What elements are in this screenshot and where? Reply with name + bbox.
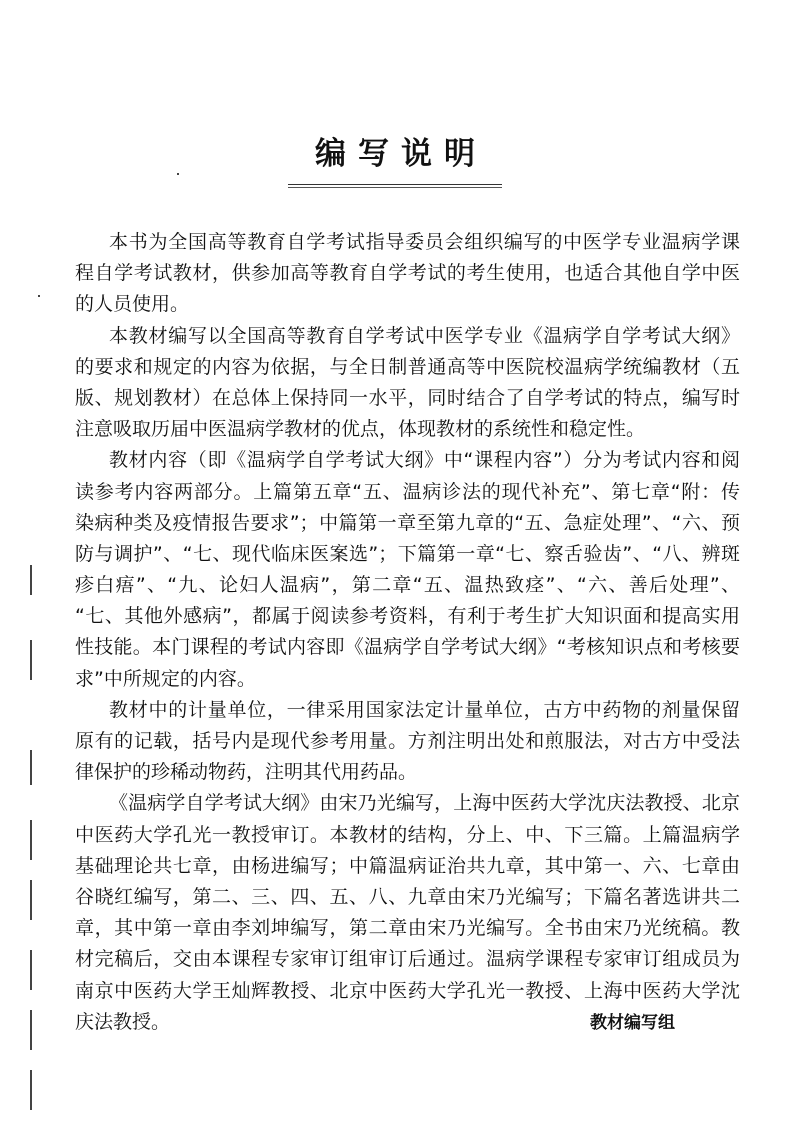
scan-artifact <box>30 950 32 990</box>
paragraph-4-line: 教材中的计量单位，一律采用国家法定计量单位，古方中药物的剂量保留 <box>109 698 740 721</box>
scan-artifact <box>30 750 32 785</box>
paragraph-1-line: 的人员使用。 <box>75 293 190 316</box>
paragraph-3-line: 读参考内容两部分。上篇第五章“五、温病诊法的现代补充”、第七章“附：传 <box>75 480 740 503</box>
paragraph-2-line: 本教材编写以全国高等教育自学考试中医学专业《温病学自学考试大纲》 <box>109 324 740 347</box>
scan-speck <box>38 295 40 297</box>
paragraph-3-line: 性技能。本门课程的考试内容即《温病学自学考试大纲》“考核知识点和考核要 <box>75 636 740 659</box>
scan-artifact <box>30 1010 32 1050</box>
scan-artifact <box>30 565 32 595</box>
scan-artifact <box>30 880 32 920</box>
document-body <box>75 227 740 1038</box>
paragraph-4-line: 律保护的珍稀动物药，注明其代用药品。 <box>75 761 418 784</box>
paragraph-2-line: 注意吸取历届中医温病学教材的优点，体现教材的系统性和稳定性。 <box>75 418 646 441</box>
paragraph-4-line: 原有的记载，括号内是现代参考用量。方剂注明出处和煎服法，对古方中受法 <box>75 730 740 752</box>
paragraph-1-line: 程自学考试教材，供参加高等教育自学考试的考生使用，也适合其他自学中医 <box>75 262 740 285</box>
paragraph-1-line: 本书为全国高等教育自学考试指导委员会组织编写的中医学专业温病学课 <box>109 231 740 253</box>
scan-speck <box>177 173 179 175</box>
paragraph-5-line: 南京中医药大学王灿辉教授、北京中医药大学孔光一教授、上海中医药大学沈 <box>75 979 740 1002</box>
paragraph-5-line: 庆法教授。 <box>75 1010 171 1033</box>
paragraph-3-line: 防与调护”、“七、现代临床医案选”；下篇第一章“七、察舌验齿”、“八、辨斑 <box>75 542 740 565</box>
paragraph-2-line: 的要求和规定的内容为依据，与全日制普通高等中医院校温病学统编教材（五 <box>75 355 740 378</box>
title-double-rule <box>288 184 502 188</box>
paragraph-5-line: 基础理论共七章，由杨进编写；中篇温病证治共九章，其中第一、六、七章由 <box>75 854 740 877</box>
paragraph-3-line: 疹白痦”、“九、论妇人温病”，第二章“五、温热致痉”、“六、善后处理”、 <box>75 574 740 597</box>
page-title: 编写说明 <box>315 136 487 172</box>
scan-artifact <box>30 640 32 680</box>
scan-artifact <box>30 1070 32 1110</box>
paragraph-5-line: 《温病学自学考试大纲》由宋乃光编写，上海中医药大学沈庆法教授、北京 <box>109 792 740 815</box>
paragraph-5-line: 谷晓红编写，第二、三、四、五、八、九章由宋乃光编写；下篇名著选讲共二 <box>75 885 740 908</box>
paragraph-5-line: 材完稿后，交由本课程专家审订组审订后通过。温病学课程专家审订组成员为 <box>75 948 740 971</box>
signature: 教材编写组 <box>590 1013 675 1033</box>
paragraph-3-line: 染病种类及疫情报告要求”；中篇第一章至第九章的“五、急症处理”、“六、预 <box>75 511 740 534</box>
paragraph-3-line: “七、其他外感病”，都属于阅读参考资料，有利于考生扩大知识面和提高实用 <box>75 605 740 628</box>
paragraph-3-line: 求”中所规定的内容。 <box>75 667 256 690</box>
paragraph-5-line: 中医药大学孔光一教授审订。本教材的结构，分上、中、下三篇。上篇温病学 <box>75 823 740 846</box>
paragraph-2-line: 版、规划教材）在总体上保持同一水平，同时结合了自学考试的特点，编写时 <box>75 386 740 409</box>
scan-artifact <box>30 820 32 860</box>
paragraph-5-line: 章，其中第一章由李刘坤编写，第二章由宋乃光编写。全书由宋乃光统稿。教 <box>75 917 740 940</box>
paragraph-3-line: 教材内容（即《温病学自学考试大纲》中“课程内容”）分为考试内容和阅 <box>109 449 740 472</box>
